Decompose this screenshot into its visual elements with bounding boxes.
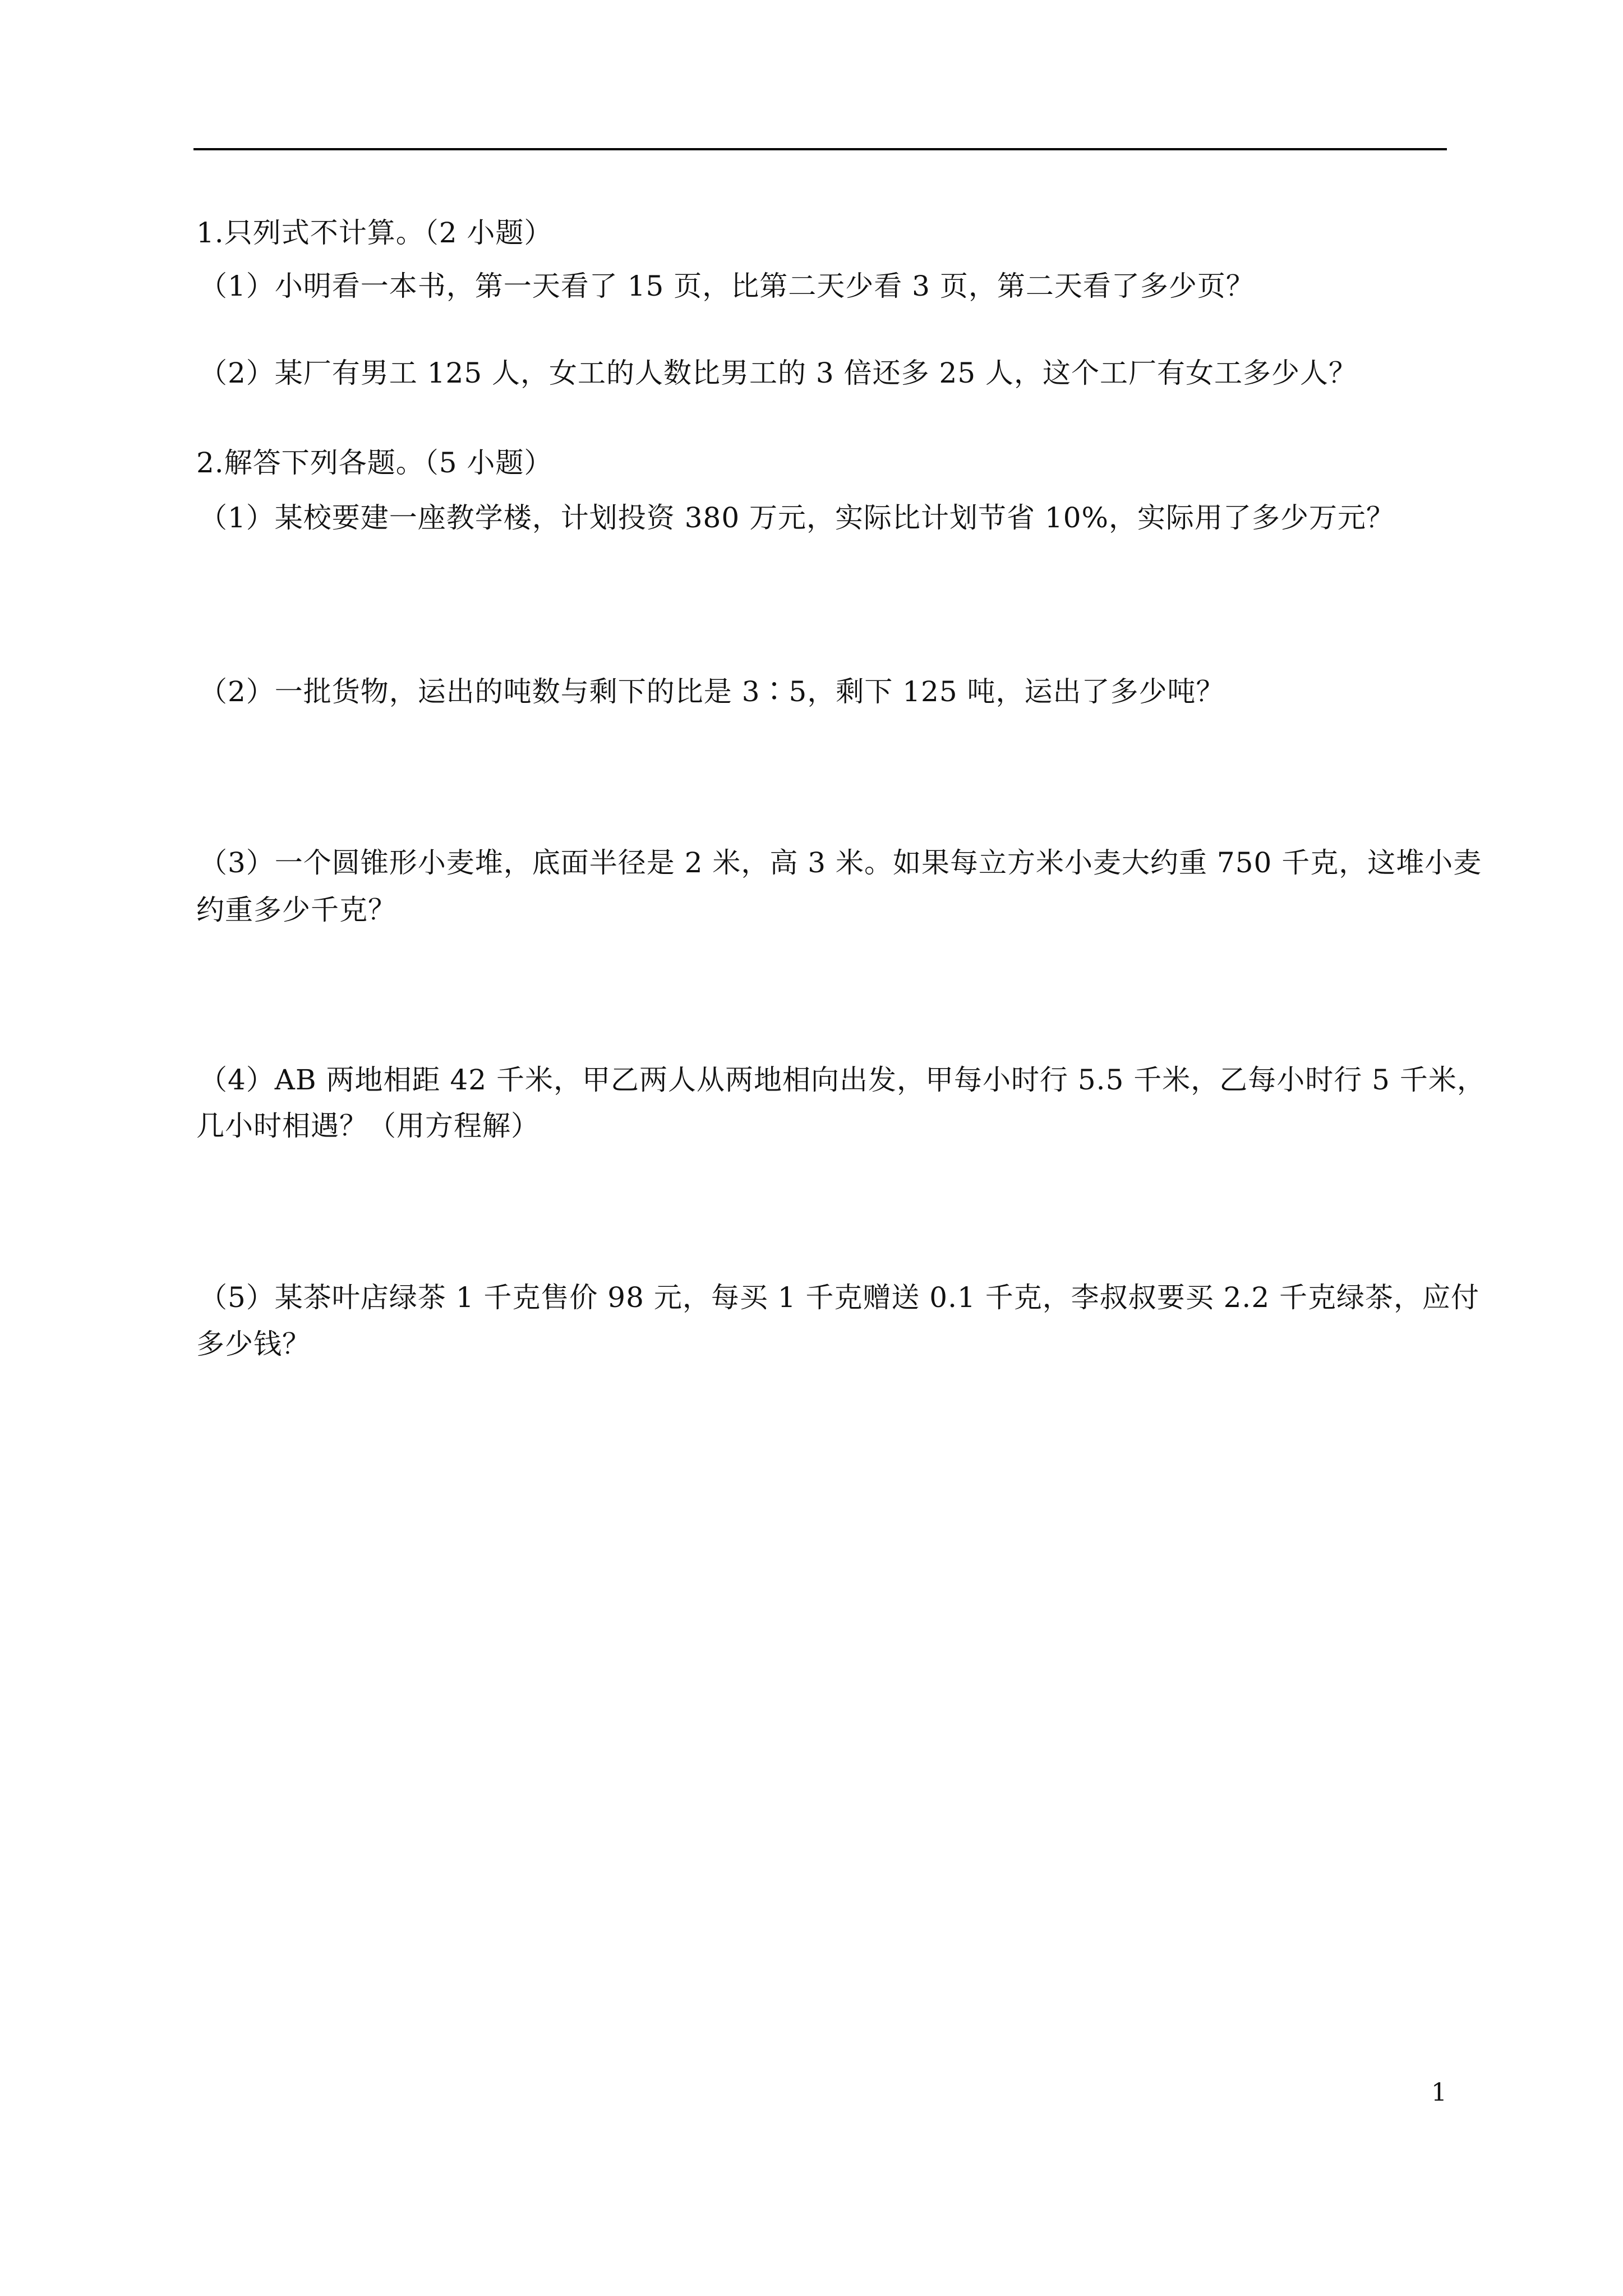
section1-question-1: （1）小明看一本书，第一天看了 15 页，比第二天少看 3 页，第二天看了多少页？ <box>199 270 1255 302</box>
section2-heading: 2.解答下列各题。（5 小题） <box>196 447 553 479</box>
section2-question-4-line-2: 几小时相遇？（用方程解） <box>196 1110 540 1142</box>
section2-question-2: （2）一批货物，运出的吨数与剩下的比是 3∶5，剩下 125 吨，运出了多少吨？ <box>199 675 1225 708</box>
header-rule <box>193 148 1447 150</box>
section2-question-5-line-2: 多少钱？ <box>196 1328 311 1360</box>
section2-question-5-line-1: （5）某茶叶店绿茶 1 千克售价 98 元，每买 1 千克赠送 0.1 千克，李叔叔要买 2.2 千克绿茶，应付 <box>199 1281 1480 1314</box>
section2-question-3-line-2: 约重多少千克？ <box>196 894 396 926</box>
section2-question-4-line-1: （4）AB 两地相距 42 千米，甲乙两人从两地相向出发，甲每小时行 5.5 千米，乙每小时行 5 千米， <box>199 1064 1486 1096</box>
section1-heading: 1.只列式不计算。（2 小题） <box>196 217 553 249</box>
section1-question-2: （2）某厂有男工 125 人，女工的人数比男工的 3 倍还多 25 人，这个工厂有女工多少人？ <box>199 357 1358 389</box>
section2-question-1: （1）某校要建一座教学楼，计划投资 380 万元，实际比计划节省 10%，实际用了多少万元？ <box>199 501 1395 534</box>
page-number: 1 <box>1431 2078 1447 2107</box>
section2-question-3-line-1: （3）一个圆锥形小麦堆，底面半径是 2 米，高 3 米。如果每立方米小麦大约重 750 千克，这堆小麦 <box>199 846 1482 879</box>
